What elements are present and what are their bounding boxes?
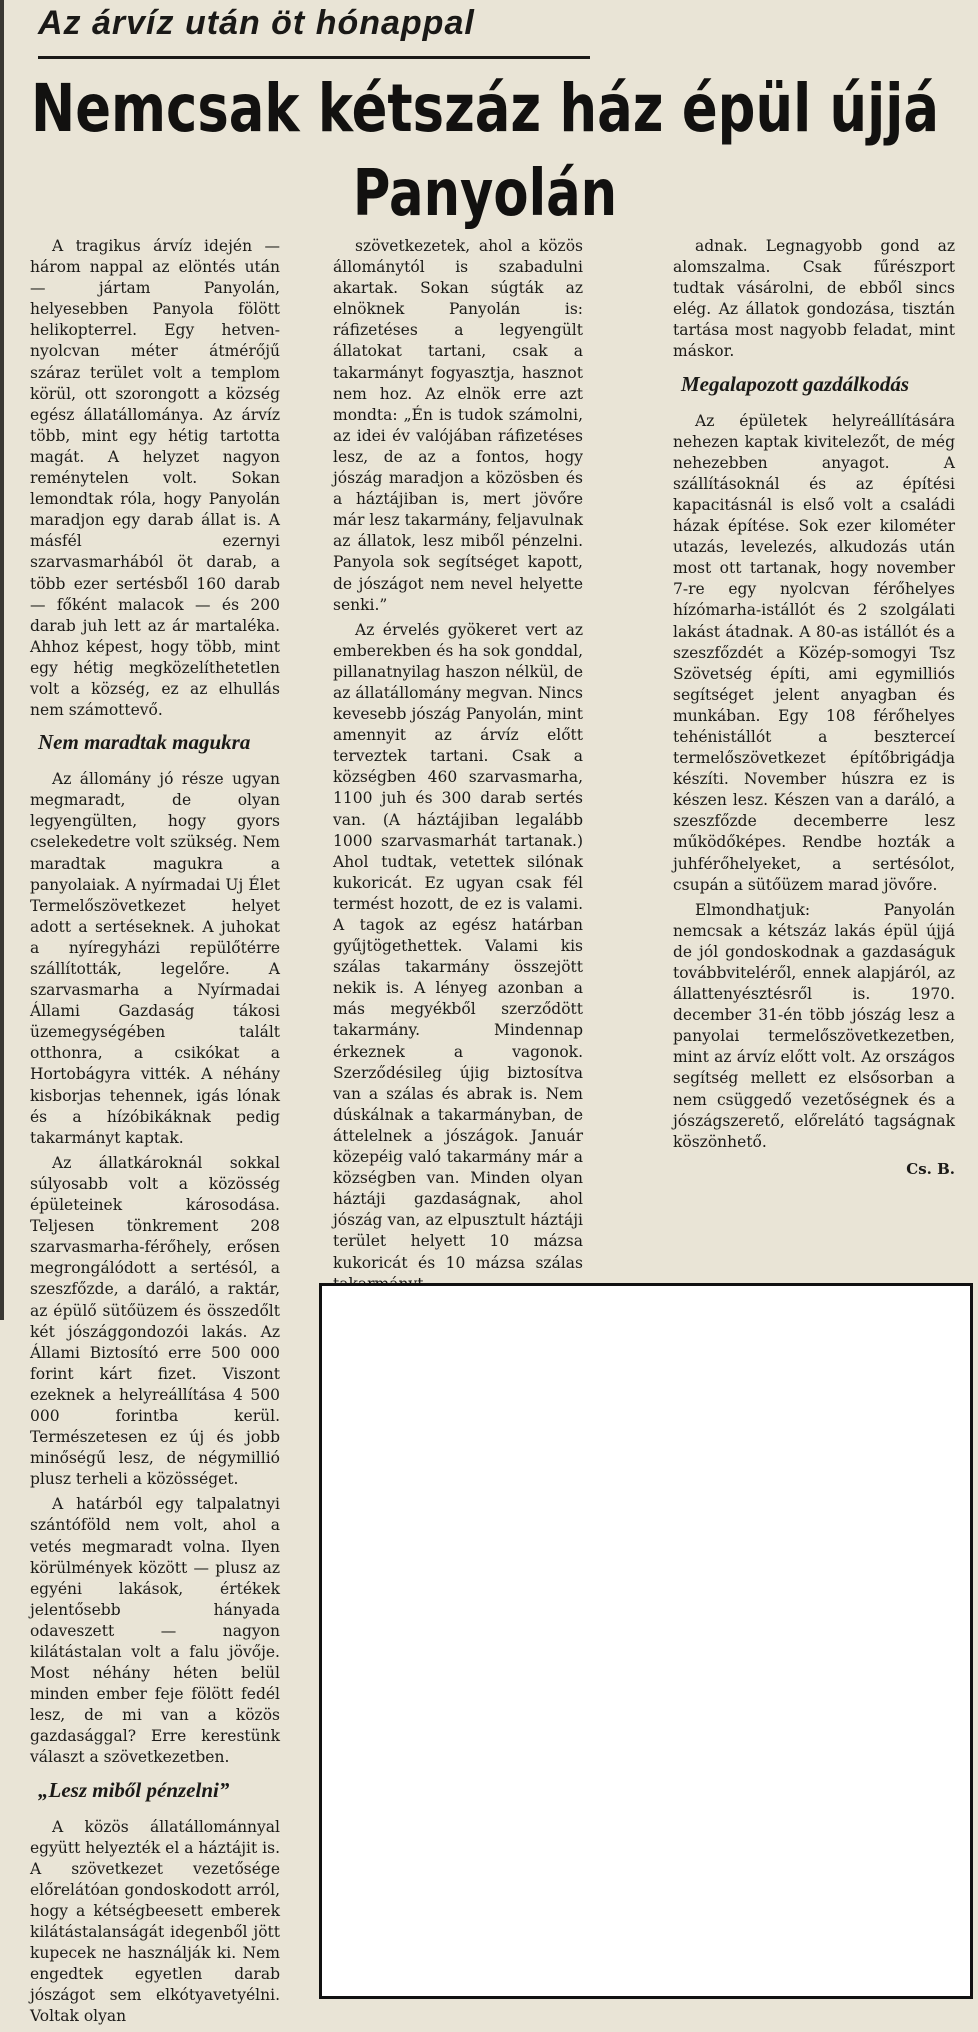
paragraph: Az állomány jó része ugyan megmaradt, de olyan legyengülten, hogy gyors cselekedetre volt szükség. Nem maradtak magukra a panyolaiak. A nyírmadai Uj Élet Termelőszövetkezet helyet adott a sertéseknek. A juhokat a nyíregyházi repülőtérre szállították, legelőre. A szarvasmarha a Nyírmadai Állami Gazdaság tákosi üzemegységében talált otthonra, a csikókat a Hortobágyra vitték. A néhány kisborjas tehennek, igás lónak és a hízóbikáknak pedig takarmányt kaptak. xyxy=(30,770,280,1147)
paragraph: A határból egy talpalatnyi szántóföld nem volt, ahol a vetés megmaradt volna. Ilyen körülmények között — plusz az egyéni lakások, értékek jelentősebb hányada odaveszett — nagyon kilátástalan volt a falu jövője. Most néhány héten belül minden ember feje fölött fedél lesz, de mi van a közös gazdasággal? Erre kerestünk választ a szövetkezetben. xyxy=(30,1495,280,1767)
paragraph: Elmondhatjuk: Panyolán nemcsak a kétszáz lakás épül újjá de jól gondoskodnak a gazdaságuk továbbviteléről, ennek alapjáról, az állattenyésztésről is. 1970. december 31-én több jószág lesz a panyolai termelőszövetkezetben, mint az árvíz előtt volt. Az országos segítség mellett ez elsősorban a nem csüggedő vezetőségnek és a jószágszerető, előrelátó tagságnak köszönhető. xyxy=(673,900,955,1151)
subheading: Megalapozott gazdálkodás xyxy=(681,371,910,396)
paragraph: adnak. Legnagyobb gond az alomszalma. Csak fűrészport tudtak vásárolni, de ebből sincs elég. Az állatok gondozása, tisztán tartása most nagyobb feladat, mint máskor. xyxy=(673,237,955,361)
column-3 xyxy=(673,236,955,1180)
column-1 xyxy=(30,236,280,2032)
paragraph: Az érvelés gyökeret vert az emberekben és ha sok gonddal, pillanatnyilag haszon nélkül, de az állatállomány megvan. Nincs kevesebb jószág Panyolán, mint amennyit az árvíz előtt terveztek tartani. Csak a községben 460 szarvasmarha, 1100 juh és 300 darab sertés van. (A háztájiban legalább 1000 szarvasmarhát tartanak.) Ahol tudtak, vetettek silónak kukoricát. Ez ugyan csak fél termést hozott, de ez is valami. A tagok az egész határban gyűjtögethettek. Valami kis szálas takarmány összejött nekik is. A lényeg azonban a más megyékből szerződött takarmány. Mindennap érkeznek a vagonok. Szerződésileg újig biztosítva van a szálas és abrak is. Nem dúskálnak a takarmányban, de áttelelnek a jószágok. Január közepéig való takarmány már a községben van. Minden olyan háztáji gazdaságnak, ahol jószág van, az elpusztult háztáji terület helyett 10 mázsa kukoricát és 10 mázsa szálas xyxy=(333,620,583,1272)
paragraph: A tragikus árvíz idején — három nappal az elöntés után — jártam Panyolán, helyesebben Panyola fölött helikopterrel. Egy hetven-nyolcvan méter átmérőjű száraz terület volt a templom körül, ott szorongott a község egész állatállománya. Az árvíz több, mint egy hétig tartotta magát. A helyzet nagyon reménytelen volt. Sokan lemondtak róla, hogy Panyolán maradjon egy darab állat is. A másfél ezernyi szarvasmarhából öt darab, a több ezer sertésből 160 darab — főként malacok — és 200 darab juh lett az ár martaléka. Ahhoz képest, hogy több, mint egy hétig megközelíthetetlen volt a község, ez az elhullás nem számottevő. xyxy=(30,237,280,720)
left-border-rule xyxy=(0,0,4,1320)
subheading: Nem maradtak magukra xyxy=(38,730,251,755)
headline xyxy=(31,66,939,236)
paragraph: A közös állatállománnyal együtt helyezték el a háztájit is. A szövetkezet vezetősége előrelátóan gondoskodott arról, hogy a kétségbeesett emberek kilátástalanságát idegenből jött kupecek ne használják ki. Nem engedtek egyetlen darab jószágot sem elkótyavetyélni. Voltak olyan xyxy=(30,1817,280,2026)
headline-line-2: Panyolán xyxy=(352,157,618,231)
paragraph: szövetkezetek, ahol a közös állománytól is szabadulni akartak. Sokan súgták az elnöknek Panyolán is: ráfizetéses a legyengült állatokat tartani, csak a takarmányt fogyasztja, hasznot nem hoz. Az elnök erre azt mondta: „Én is tudok számolni, az idei év valójában ráfizetéses lesz, de az a fontos, hogy jószág maradjon a közösben és a háztájiban is, mert jövőre már lesz takarmány, feljavulnak az állatok, lesz miből pénzelni. Panyola sok segítséget kapott, de jószágot nem nevel helyette senki.” xyxy=(333,237,583,614)
blank-panel xyxy=(319,1283,973,1999)
kicker: Az árvíz után öt hónappal xyxy=(38,4,475,42)
subheading: „Lesz miből pénzelni” xyxy=(38,1777,230,1802)
byline: Cs. B. xyxy=(906,1159,955,1178)
headline-line-1: Nemcsak kétszáz ház épül újjá xyxy=(31,70,939,147)
paragraph: Az állatkároknál sokkal súlyosabb volt a közösség épületeinek károsodása. Teljesen tönkrement 208 szarvasmarha-férőhely, erősen megrongálódott a sertésól, a szeszfőzde, a daráló, a raktár, az épülő sütőüzem és összedőlt két jószággondozói lakás. Az Állami Biztosító erre 500 000 forint kárt fizet. Viszont ezeknek a helyreállítása 4 500 000 forintba kerül. Természetesen ez új és jobb minőségű lesz, de négymillió plusz terheli a közösséget. xyxy=(30,1153,280,1489)
kicker-underline xyxy=(38,56,590,59)
column-2 xyxy=(333,236,583,1299)
paragraph: Az épületek helyreállítására nehezen kaptak kivitelezőt, de még nehezebben anyagot. A szállításoknál és az építési kapacitásnál is első volt a családi házak építése. Sok ezer kilométer utazás, levelezés, alkudozás után most ott tartanak, hogy november 7-re egy nyolcvan férőhelyes hízómarha-istállót és 2 szolgálati lakást átadnak. A 80-as istállót és a szeszfőzdét a Közép-somogyi Tsz Szövetség építi, ami egymilliós segítséget jelent anyagban és munkában. Egy 108 férőhelyes tehénistállót a beszterceí termelőszövetkezet építőbrigádja készíti. November húszra ez is készen lesz. Készen van a daráló, a szeszfőzde decemberre lesz működőképes. Rendbe hozták a juhférőhelyeket, a sertésólot, csupán a sütőüzem marad jövőre. xyxy=(673,411,955,894)
